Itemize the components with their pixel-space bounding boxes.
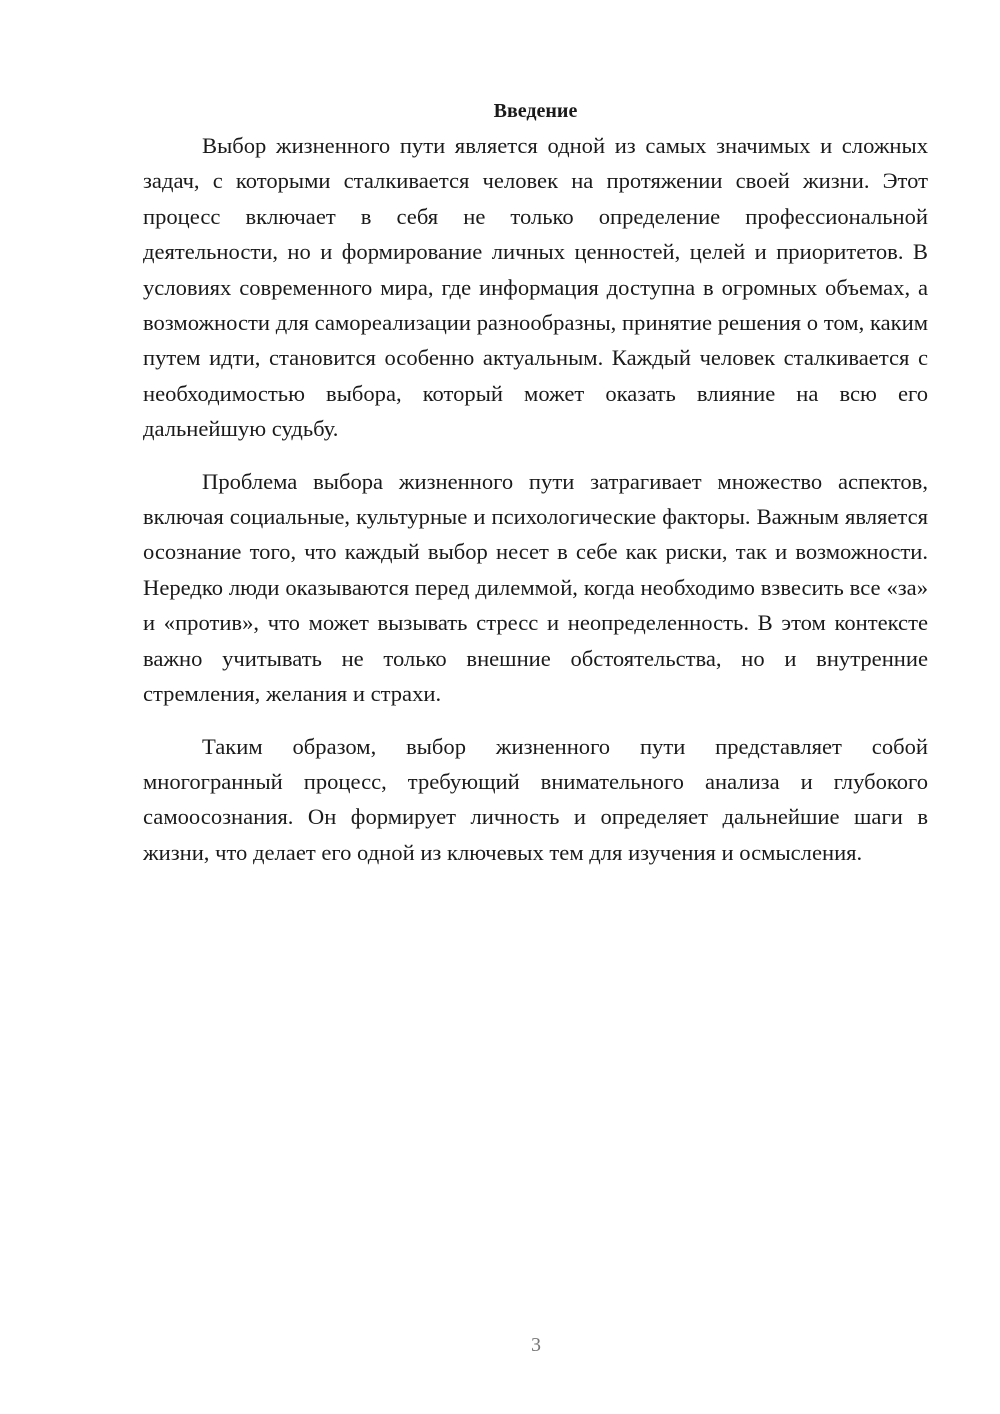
- section-heading: Введение: [493, 100, 578, 122]
- paragraph-1: Выбор жизненного пути является одной из самых значимых и сложных задач, с которыми сталкивается человек на протяжении своей жизни. Этот процесс включает в себя не только определение профессиональной деятельности, но и формирование личных ценностей, целей и приоритетов. В условиях современного мира, где информация доступна в огромных объемах, а возможности для самореализации разнообразны, принятие решения о том, каким путем идти, становится особенно актуальным. Каждый человек сталкивается с необходимостью выбора, который может оказать влияние на всю его дальнейшую судьбу.: [143, 133, 928, 442]
- page-number: 3: [531, 1334, 541, 1356]
- paragraph-3: Таким образом, выбор жизненного пути представляет собой многогранный процесс, требующий внимательного анализа и глубокого самоосознания. Он формирует личность и определяет дальнейшие шаги в жизни, что делает его одной из ключевых тем для изучения и осмысления.: [143, 733, 928, 865]
- page-content: [143, 96, 928, 870]
- paragraph-2: Проблема выбора жизненного пути затрагивает множество аспектов, включая социальные, культурные и психологические факторы. Важным является осознание того, что каждый выбор несет в себе как риски, так и возможности. Нередко люди оказываются перед дилеммой, когда необходимо взвесить все «за» и «против», что может вызывать стресс и неопределенность. В этом контексте важно учитывать не только внешние обстоятельства, но и внутренние стремления, желания и страхи.: [143, 468, 928, 707]
